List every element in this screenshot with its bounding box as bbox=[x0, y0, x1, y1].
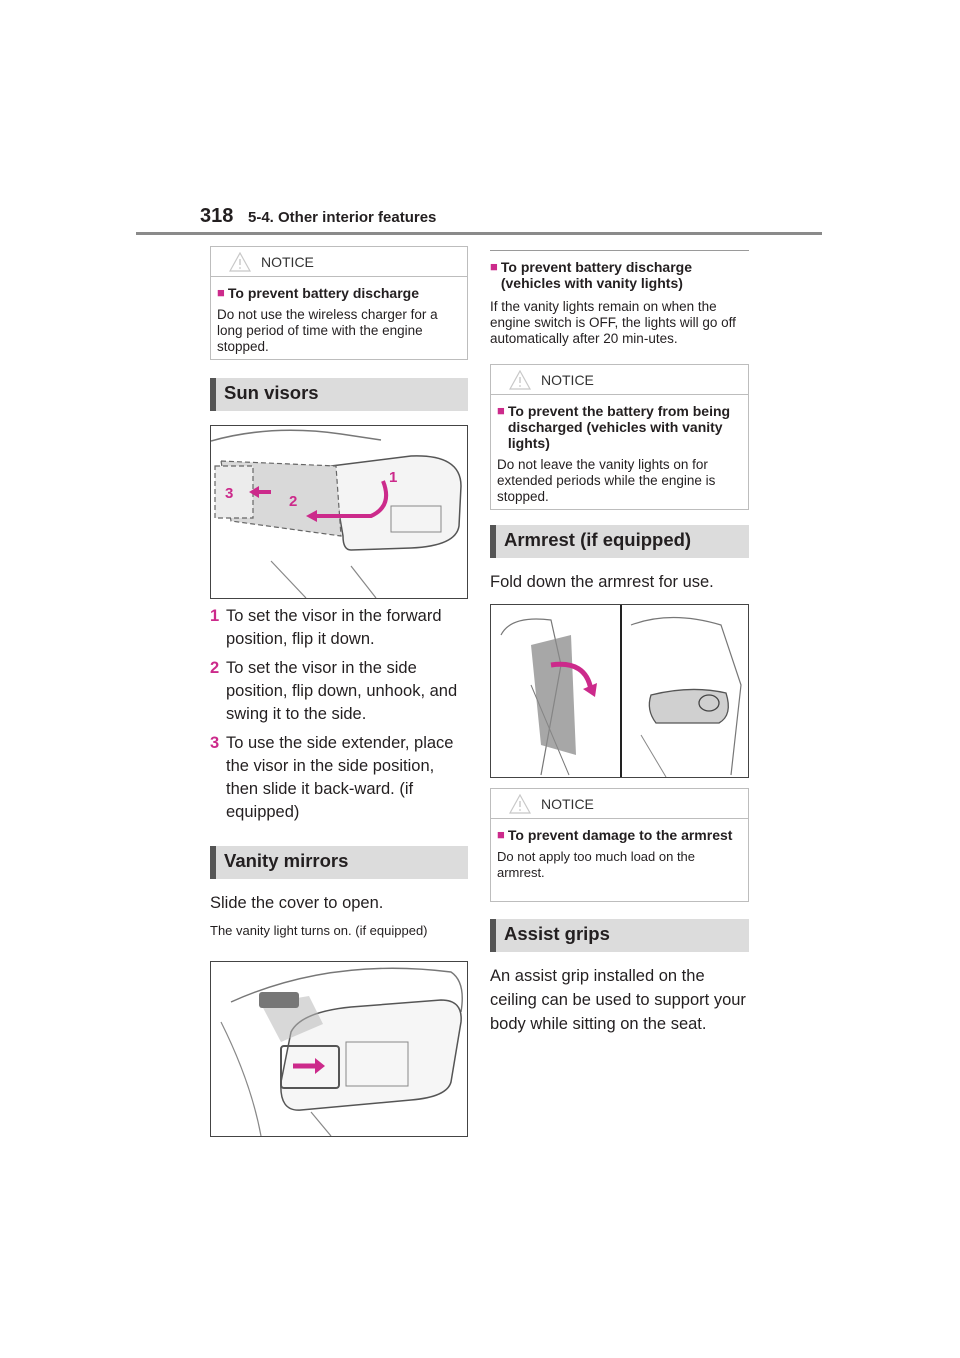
heading-sun-visors: Sun visors bbox=[210, 378, 468, 411]
divider bbox=[490, 250, 749, 251]
notice-vanity-lights bbox=[490, 364, 749, 510]
notice-label: NOTICE bbox=[541, 372, 594, 388]
notice-battery-wireless bbox=[210, 246, 468, 360]
notice-text: Do not leave the vanity lights on for extended periods while the engine is stopped. bbox=[497, 457, 716, 504]
notice-label: NOTICE bbox=[541, 796, 594, 812]
warning-icon bbox=[509, 370, 531, 390]
step-item bbox=[210, 657, 468, 726]
step-text: To use the side extender, place the visor in the side position, then slide it back-ward. (if equipped) bbox=[226, 734, 454, 821]
page-number: 318 bbox=[200, 205, 234, 227]
notice-armrest bbox=[490, 788, 749, 902]
step-number: 3 bbox=[210, 734, 220, 752]
notice-header bbox=[211, 247, 467, 277]
vanity-instruction: Slide the cover to open. bbox=[210, 894, 384, 912]
notice-header bbox=[491, 365, 748, 395]
step-item bbox=[210, 605, 468, 651]
left-column bbox=[210, 246, 468, 1137]
vanity-mirror-illustration bbox=[210, 961, 468, 1137]
bullet-square-icon: ■ bbox=[497, 827, 505, 842]
step-text: To set the visor in the forward position, flip it down. bbox=[226, 607, 442, 648]
notice-text: Do not apply too much load on the armrest. bbox=[497, 849, 696, 880]
heading-armrest: Armrest (if equipped) bbox=[490, 525, 749, 558]
header-rule bbox=[136, 232, 822, 235]
bullet-square-icon: ■ bbox=[497, 403, 505, 418]
vanity-mirror-drawing bbox=[211, 962, 467, 1136]
notice-subhead: ■ To prevent battery discharge bbox=[217, 285, 419, 301]
heading-vanity-mirrors: Vanity mirrors bbox=[210, 846, 468, 879]
callout-1: 1 bbox=[389, 469, 398, 486]
heading-assist-grips: Assist grips bbox=[490, 919, 749, 952]
callout-3: 3 bbox=[225, 485, 234, 502]
notice-text: Do not use the wireless charger for a long period of time with the engine stopped. bbox=[217, 307, 438, 354]
armrest-drawing bbox=[491, 605, 748, 777]
armrest-illustration bbox=[490, 604, 749, 778]
sun-visor-steps bbox=[210, 605, 468, 824]
notice-subhead: ■ To prevent the battery from being discharged (vehicles with vanity lights) bbox=[497, 403, 731, 451]
callout-2: 2 bbox=[289, 493, 298, 510]
right-column bbox=[490, 250, 749, 1036]
step-number: 1 bbox=[210, 607, 220, 625]
notice-header bbox=[491, 789, 748, 819]
battery-subhead: ■ To prevent battery discharge (vehicles with vanity lights) bbox=[490, 259, 692, 291]
assist-text: An assist grip installed on the ceiling can be used to support your body while sitting on the seat. bbox=[490, 967, 746, 1033]
notice-label: NOTICE bbox=[261, 254, 314, 270]
bullet-square-icon: ■ bbox=[217, 285, 225, 300]
bullet-square-icon: ■ bbox=[490, 259, 498, 274]
warning-icon bbox=[229, 252, 251, 272]
step-item bbox=[210, 732, 468, 824]
section-title: 5-4. Other interior features bbox=[248, 209, 437, 226]
vanity-note: The vanity light turns on. (if equipped) bbox=[210, 923, 428, 938]
sun-visor-drawing bbox=[211, 426, 467, 598]
notice-subhead: ■ To prevent damage to the armrest bbox=[497, 827, 733, 843]
armrest-instruction: Fold down the armrest for use. bbox=[490, 573, 714, 591]
step-number: 2 bbox=[210, 659, 220, 677]
step-text: To set the visor in the side position, flip down, unhook, and swing it to the side. bbox=[226, 659, 458, 723]
warning-icon bbox=[509, 794, 531, 814]
sun-visor-illustration bbox=[210, 425, 468, 599]
battery-text: If the vanity lights remain on when the engine switch is OFF, the lights will go off automatically after 20 min-utes. bbox=[490, 299, 736, 346]
